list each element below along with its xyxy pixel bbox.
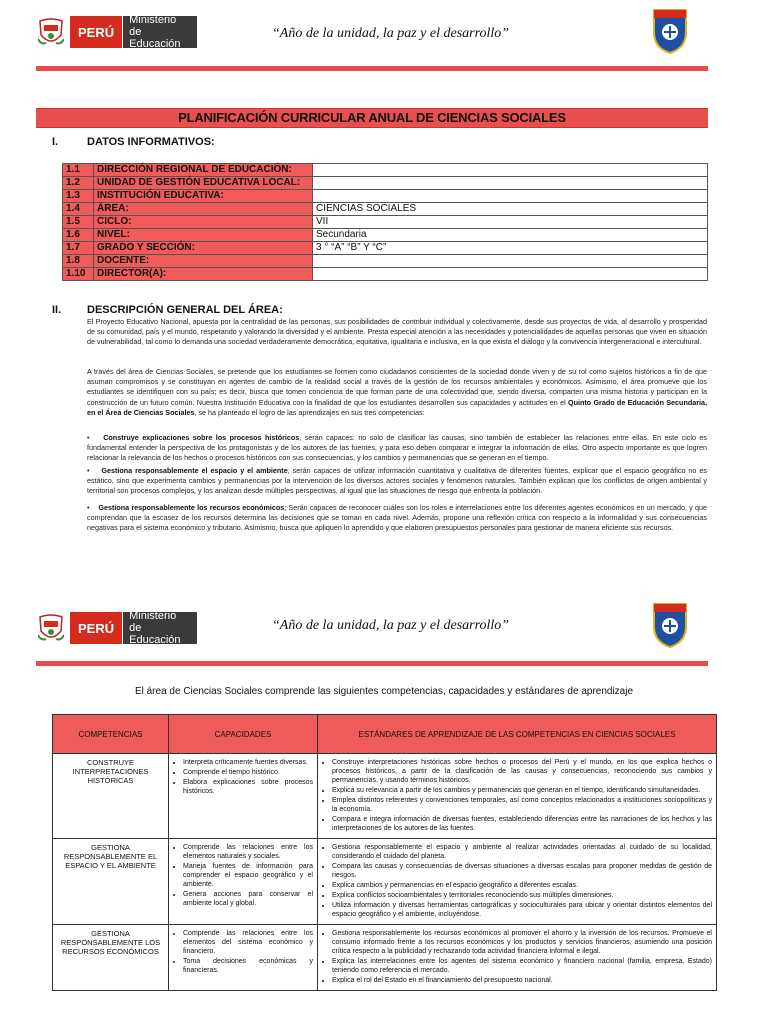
standards-cell <box>318 925 717 991</box>
standard-item: • Construye interpretaciones históricas sobre hechos o procesos del Perú y el mundo, en los que explica hechos o procesos históricos, a partir de la clasificación de las causas y consecuencias, reconociendo sus cambios y permanencias, y usando términos históricos. <box>332 758 712 785</box>
capacity-item: • Comprende las relaciones entre los elementos del sistema económico y financiero. <box>183 929 313 956</box>
info-label: ÁREA: <box>94 203 313 216</box>
standard-item: • Compara las causas y consecuencias de diversas situaciones a diversas escalas para proponer medidas de gestión de riesgos. <box>332 862 712 880</box>
standard-item: • Compara e integra información de diversas fuentes, estableciendo diferencias entre las narraciones de los hechos y las interpretaciones de los autores de las fuentes. <box>332 815 712 833</box>
capacities-cell <box>169 839 318 925</box>
competency-row <box>53 925 717 991</box>
ministry-name <box>123 16 197 48</box>
info-value <box>313 255 708 268</box>
competency-row <box>53 754 717 839</box>
info-row <box>63 216 708 229</box>
peru-label: PERÚ <box>70 16 123 48</box>
info-num: 1.7 <box>63 242 94 255</box>
capacity-item: • Comprende las relaciones entre los elementos naturales y sociales. <box>183 843 313 861</box>
peru-label: PERÚ <box>70 612 123 644</box>
bullet2-title: Gestiona responsablemente el espacio y el ambiente <box>101 466 288 475</box>
info-row <box>63 177 708 190</box>
bullet3-title: Gestiona responsablemente los recursos económicos <box>98 503 285 512</box>
info-value: VII <box>313 216 708 229</box>
ministry-name <box>123 612 197 644</box>
competency-row <box>53 839 717 925</box>
info-row <box>63 203 708 216</box>
info-row <box>63 268 708 281</box>
info-value <box>313 164 708 177</box>
info-label: DIRECCIÓN REGIONAL DE EDUCACIÓN: <box>94 164 313 177</box>
info-label: UNIDAD DE GESTIÓN EDUCATIVA LOCAL: <box>94 177 313 190</box>
info-label: NIVEL: <box>94 229 313 242</box>
info-label: DIRECTOR(A): <box>94 268 313 281</box>
competency-name: GESTIONA RESPONSABLEMENTE LOS RECURSOS ECONÓMICOS <box>53 925 169 991</box>
bullet1-text: , serán capaces: no solo de clasificar las causas, sino también de establecer las relaciones entre ellas. En este ciclo es fundamental entender la perspectiva de los protagonistas y de los autores de las fuentes, y para eso deben comparar e integrar la información de ellas. Otro aspecto importante es que logren relacionar la relevancia de los hechos o procesos históricos con sus consecuencias, y los cambios y permanencias que se generan en el tiempo. <box>87 433 707 463</box>
competencies-title: El área de Ciencias Sociales comprende las siguientes competencias, capacidades y estándares de aprendizaje <box>134 686 634 697</box>
ministry-logo-page2 <box>36 612 197 644</box>
info-row <box>63 242 708 255</box>
section2-number: II. <box>52 304 62 316</box>
info-num: 1.8 <box>63 255 94 268</box>
info-label: INSTITUCIÓN EDUCATIVA: <box>94 190 313 203</box>
info-num: 1.1 <box>63 164 94 177</box>
info-value: Secundaria <box>313 229 708 242</box>
school-crest-icon <box>650 598 690 648</box>
standard-item: • Explica cambios y permanencias en el espacio geográfico a diferentes escalas. <box>332 881 712 890</box>
description-paragraph-2 <box>87 367 707 418</box>
standard-item: • Explica el rol del Estado en el financiamiento del presupuesto nacional. <box>332 976 712 985</box>
standard-item: • Utiliza información y diversas herramientas cartográficas y socioculturales para ubicar y orientar distintos elementos del espacio geográfico y el ambiente, incluyéndose. <box>332 901 712 919</box>
bullet2-text: , serán capaces de utilizar información cuantitativa y cualitativa de diferentes fuentes, explicar que el espacio geográfico no es estático, sino que experimenta cambios y permanencias por la intervención de los diversos actores sociales y fenómenos naturales. También explican que los conflictos de origen ambiental y territorial son procesos complejos, y los analizan desde múltiples perspectivas, al igual que las situaciones de riesgo que enfrenta la población. <box>87 466 707 496</box>
info-value <box>313 190 708 203</box>
capacity-item: • Genera acciones para conservar el ambiente local y global. <box>183 890 313 908</box>
standard-item: • Explica las interrelaciones entre los agentes del sistema económico y financiero nacional (familia, empresa, Estado) teniendo como referencia el mercado. <box>332 957 712 975</box>
info-label: GRADO Y SECCIÓN: <box>94 242 313 255</box>
info-num: 1.6 <box>63 229 94 242</box>
competencies-table <box>52 714 717 991</box>
info-value: CIENCIAS SOCIALES <box>313 203 708 216</box>
motto-page2: “Año de la unidad, la paz y el desarrollo” <box>272 618 510 633</box>
info-value: 3 ° “A” “B” Y “C” <box>313 242 708 255</box>
info-label: DOCENTE: <box>94 255 313 268</box>
description-bullet-1: • Construye explicaciones sobre los procesos históricos, serán capaces: no solo de clasificar las causas, sino también de establecer las relaciones entre ellas. En este ciclo es fundamental entender la perspectiva de los protagonistas y de los autores de las fuentes, y para eso deben comparar e integrar la información de ellas. Otro aspecto importante es que logren relacionar la relevancia de los hechos o procesos históricos con sus consecuencias, y los cambios y permanencias que se generan en el tiempo. <box>87 433 707 463</box>
bullet1-title: Construye explicaciones sobre los procesos históricos <box>103 433 300 442</box>
peru-shield-icon <box>36 16 66 48</box>
standard-item: • Explica su relevancia a partir de los cambios y permanencias que generan en el tiempo, identificando simultaneidades. <box>332 786 712 795</box>
motto: “Año de la unidad, la paz y el desarrollo” <box>272 26 510 41</box>
info-row <box>63 229 708 242</box>
standard-item: • Gestiona responsablemente los recursos económicos al promover el ahorro y la inversión de los recursos. Promueve el consumo informado frente a los recursos económicos y los productos y servicios financieros, asumiendo una posición crítica respecto a la publicidad y rechazando toda actividad financiera informal e ilegal. <box>332 929 712 956</box>
ministry-line2: de Educación <box>129 622 181 646</box>
info-value <box>313 177 708 190</box>
capacities-cell <box>169 754 318 839</box>
peru-shield-icon <box>36 612 66 644</box>
capacities-cell <box>169 925 318 991</box>
info-num: 1.4 <box>63 203 94 216</box>
capacity-item: • Comprende el tiempo histórico. <box>183 768 313 777</box>
section2-title: DESCRIPCIÓN GENERAL DEL ÁREA: <box>87 304 283 316</box>
standard-item: • Gestiona responsablemente el espacio y ambiente al realizar actividades orientadas al cuidado de su localidad, considerando el cuidado del planeta. <box>332 843 712 861</box>
standard-item: • Emplea distintos referentes y convenciones temporales, así como conceptos relacionados a instituciones sociopolíticas y la economía. <box>332 796 712 814</box>
ministry-logo <box>36 16 197 48</box>
header-competencias: COMPETENCIAS <box>53 715 169 754</box>
section1-title: DATOS INFORMATIVOS: <box>87 136 215 148</box>
info-num: 1.3 <box>63 190 94 203</box>
info-label: CICLO: <box>94 216 313 229</box>
standard-item: • Explica conflictos socioambientales y territoriales reconociendo sus múltiples dimensiones. <box>332 891 712 900</box>
capacity-item: • Interpreta críticamente fuentes diversas. <box>183 758 313 767</box>
info-num: 1.5 <box>63 216 94 229</box>
ministry-line2: de Educación <box>129 26 181 50</box>
competency-name: GESTIONA RESPONSABLEMENTE EL ESPACIO Y EL AMBIENTE <box>53 839 169 925</box>
competency-name: CONSTRUYE INTERPRETACIONES HISTÓRICAS <box>53 754 169 839</box>
school-crest-icon <box>650 4 690 54</box>
info-row <box>63 164 708 177</box>
page-title: PLANIFICACIÓN CURRICULAR ANUAL DE CIENCIAS SOCIALES <box>36 108 708 128</box>
standards-cell <box>318 839 717 925</box>
ministry-line1: Ministerio <box>129 610 177 622</box>
desc-p2b: Quinto Grado de Educación Secundaria, en el Área de Ciencias Sociales <box>87 397 708 417</box>
header-divider-page2 <box>36 661 708 666</box>
bullet3-text: ; Serán capaces de reconocer cuáles son los roles e interrelaciones entre los diferentes agentes económicos en un mercado, y que comprendan que la escasez de los recursos determina las decisiones que se toman en cada nivel. Además, propone una reflexión crítica con respecto a la informalidad y sus consecuencias negativas para el sistema económico y tributario. Asimismo, busca que apliquen lo aprendido y que elaboren presupuestos personales para gestionar de manera eficiente sus recursos. <box>87 503 707 533</box>
info-num: 1.2 <box>63 177 94 190</box>
desc-p2a: A través del área de Ciencias Sociales, se pretende que los estudiantes se formen como ciudadanos conscientes de la sociedad donde viven y de su rol como sujetos históricos a fin de que asuman compromisos y se constituyan en agentes de cambio de la realidad social a través de la gestión de los recursos ambientales y económicos. Asimismo, el área promueve que los estudiantes se identifiquen con su país; es decir, busca que tomen conciencia de que forman parte de una colectividad que, siendo diversa, comparten una misma historia y participan en la construcción de un futuro común. Nuestra Institución Educativa con la finalidad de que los estudiantes desarrollen sus capacidades y actitudes en el <box>87 367 707 407</box>
description-bullet-3: • Gestiona responsablemente los recursos económicos; Serán capaces de reconocer cuáles son los roles e interrelaciones entre los diferentes agentes económicos en un mercado, y que comprendan que la escasez de los recursos determina las decisiones que se toman en cada nivel. Además, propone una reflexión crítica con respecto a la informalidad y sus consecuencias negativas para el sistema económico y tributario. Asimismo, busca que apliquen lo aprendido y que elaboren presupuestos personales para gestionar de manera eficiente sus recursos. <box>87 503 707 533</box>
desc-p2c: , se ha planteado el logro de las aprendizajes en sus tres competencias: <box>194 407 425 417</box>
section1-number: I. <box>52 136 59 148</box>
capacity-item: • Maneja fuentes de información para comprender el espacio geográfico y el ambiente. <box>183 862 313 889</box>
info-num: 1.10 <box>63 268 94 281</box>
info-row <box>63 190 708 203</box>
description-paragraph-1: El Proyecto Educativo Nacional, apuesta por la centralidad de las personas, sus posibilidades de contribuir individual y colectivamente, desde sus proyectos de vida, al desarrollo y prosperidad de su comunidad, país y el mundo, respetando y valorando la diversidad y el ambiente. Presta especial atención a las necesidades y potencialidades de aquellas personas que viven en situación de vulnerabilidad, tal como lo demanda una sociedad verdaderamente democrática, equitativa, igualitaria e inclusiva, en la que exista el diálogo y la convivencia intergeneracional e intercultural. <box>87 317 707 347</box>
capacity-item: • Toma decisiones económicas y financieras. <box>183 957 313 975</box>
header-divider <box>36 66 708 71</box>
standards-cell <box>318 754 717 839</box>
capacity-item: • Elabora explicaciones sobre procesos históricos. <box>183 778 313 796</box>
header-capacidades: CAPACIDADES <box>169 715 318 754</box>
info-row <box>63 255 708 268</box>
ministry-line1: Ministerio <box>129 14 177 26</box>
header-estandares: ESTÁNDARES DE APRENDIZAJE DE LAS COMPETENCIAS EN CIENCIAS SOCIALES <box>318 715 717 754</box>
description-bullet-2: • Gestiona responsablemente el espacio y el ambiente, serán capaces de utilizar información cuantitativa y cualitativa de diferentes fuentes, explicar que el espacio geográfico no es estático, sino que experimenta cambios y permanencias por la intervención de los diversos actores sociales y fenómenos naturales. También explican que los conflictos de origen ambiental y territorial son procesos complejos, y los analizan desde múltiples perspectivas, al igual que las situaciones de riesgo que enfrenta la población. <box>87 466 707 496</box>
info-value <box>313 268 708 281</box>
info-table <box>62 163 708 281</box>
